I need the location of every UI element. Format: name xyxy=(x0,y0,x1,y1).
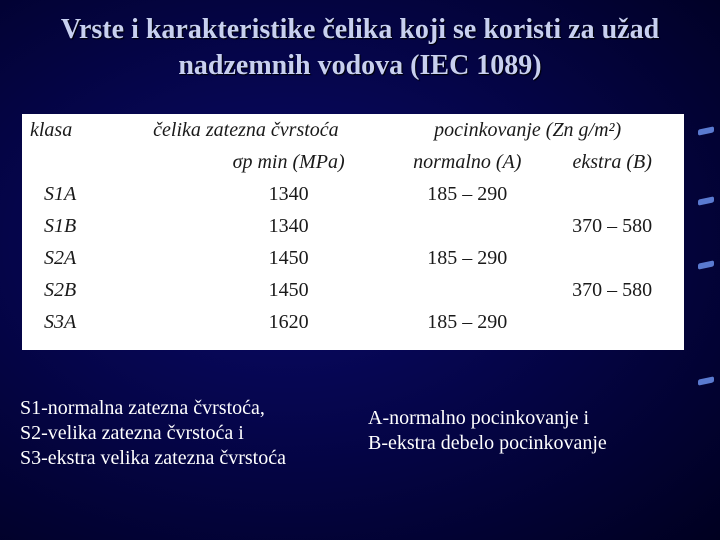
steel-table-panel xyxy=(22,114,684,350)
cell-ekstra xyxy=(540,242,684,274)
table-row xyxy=(22,210,684,242)
decorative-stripe xyxy=(698,376,714,385)
cell-normalno: 185 – 290 xyxy=(427,246,508,269)
legend-line: S3-ekstra velika zatezna čvrstoća xyxy=(20,447,286,469)
cell-sigma: 1620 xyxy=(268,310,309,333)
cell-normalno: 185 – 290 xyxy=(427,182,508,205)
cell-ekstra: 370 – 580 xyxy=(572,214,653,237)
table-subheader-row xyxy=(22,146,684,178)
header-sigma: σp min (MPa) xyxy=(232,150,345,173)
steel-properties-table xyxy=(22,114,684,338)
decorative-stripe xyxy=(698,260,714,269)
cell-klasa: S1B xyxy=(44,214,77,237)
table-row xyxy=(22,306,684,338)
cell-sigma: 1450 xyxy=(268,246,309,269)
cell-normalno xyxy=(394,210,540,242)
legend-line: S2-velika zatezna čvrstoća i xyxy=(20,422,244,444)
table-row xyxy=(22,242,684,274)
legend-line: A-normalno pocinkovanje i xyxy=(368,407,590,429)
header-ekstra: ekstra (B) xyxy=(572,150,652,173)
cell-klasa: S1A xyxy=(44,182,77,205)
cell-klasa: S2A xyxy=(44,246,77,269)
cell-ekstra xyxy=(540,178,684,210)
cell-sigma: 1340 xyxy=(268,182,309,205)
legend-line: S1-normalna zatezna čvrstoća, xyxy=(20,397,265,419)
cell-sigma: 1340 xyxy=(268,214,309,237)
cell-klasa: S2B xyxy=(44,278,77,301)
galvanizing-legend xyxy=(368,406,607,456)
table-header-row xyxy=(22,114,684,146)
table-row xyxy=(22,274,684,306)
cell-normalno: 185 – 290 xyxy=(427,310,508,333)
header-strength: čelika zatezna čvrstoća xyxy=(153,118,339,141)
decorative-stripe xyxy=(698,126,714,135)
header-normalno: normalno (A) xyxy=(413,150,522,173)
header-klasa: klasa xyxy=(30,118,73,141)
decorative-stripe xyxy=(698,196,714,205)
cell-ekstra xyxy=(540,306,684,338)
legend-line: B-ekstra debelo pocinkovanje xyxy=(368,432,607,454)
cell-normalno xyxy=(394,274,540,306)
cell-ekstra: 370 – 580 xyxy=(572,278,653,301)
cell-sigma: 1450 xyxy=(268,278,309,301)
cell-klasa: S3A xyxy=(44,310,77,333)
strength-class-legend xyxy=(20,396,286,471)
table-row xyxy=(22,178,684,210)
slide-title: Vrste i karakteristike čelika koji se koristi za užad nadzemnih vodova (IEC 1089) xyxy=(60,14,660,81)
header-galvanizing: pocinkovanje (Zn g/m²) xyxy=(434,118,622,141)
